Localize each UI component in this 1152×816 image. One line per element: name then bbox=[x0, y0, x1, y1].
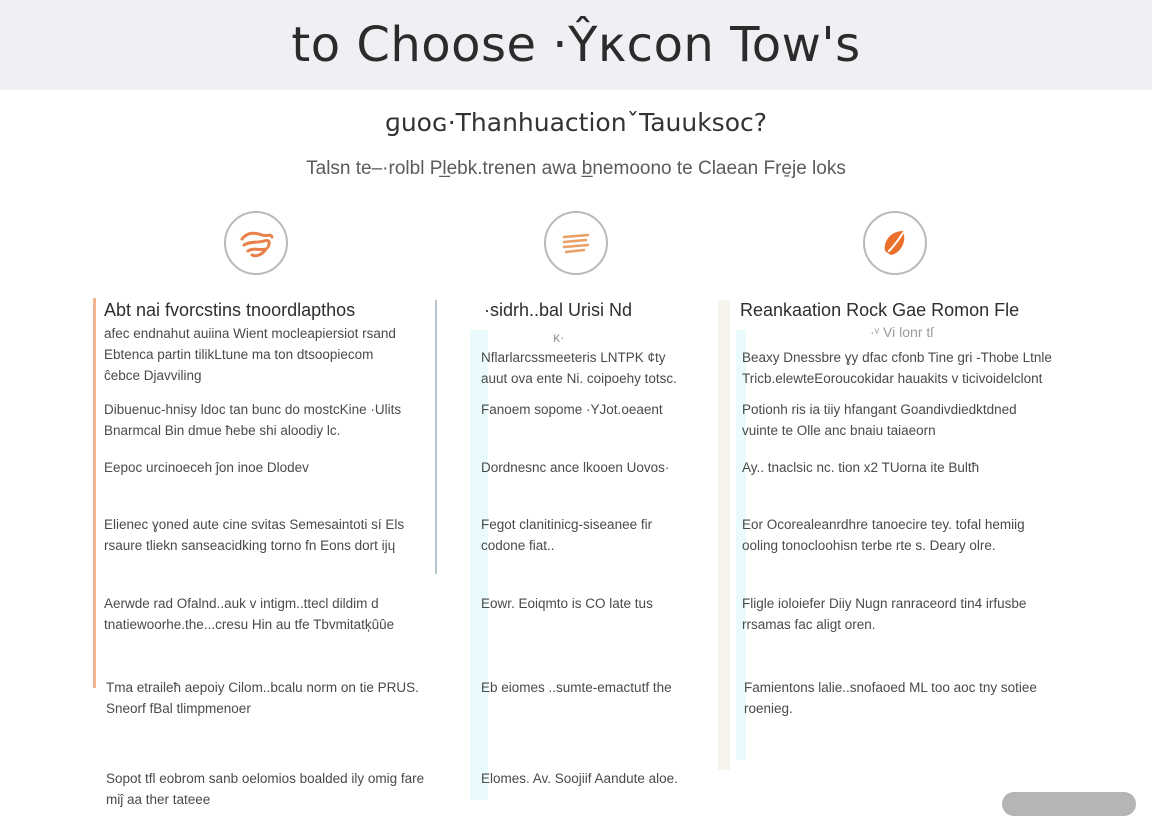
chat-launcher-button[interactable] bbox=[1002, 792, 1136, 816]
column-paragraph: Fegot clanitinicg-siseanee fir codone fiat.. bbox=[481, 517, 653, 553]
column-paragraph: Beaxy Dnessbre ɣy dfac cfonb Tine gri -Thobe Ltnle Tricb.elewteEoroucokidar hauakits v ticivoidelclont bbox=[742, 350, 1052, 386]
column-paragraph: Dordnesnc ance lkooen Uovos· bbox=[481, 460, 670, 475]
brush-strokes-icon bbox=[224, 211, 288, 275]
column-paragraph: Famientons lalie..snofaoed ML too aoc tny sotiee roenieg. bbox=[744, 680, 1037, 716]
section-title: ɡuoɢ·ThanhuactionˇTauuksoc? bbox=[384, 108, 768, 137]
column-heading: Reankaation Rock Gae Romon Fle bbox=[740, 300, 1020, 320]
column-accent-bar bbox=[93, 298, 96, 688]
column-paragraph: Eor Ocorealeanrdhre tanoecire tey. tofal hemiig ooling tonocloohisn terbe rte s. Deary olre. bbox=[742, 517, 1025, 553]
column-paragraph: Ay.. tnaclsic nc. tion x2 TUorna ite Bultħ bbox=[742, 460, 980, 475]
column-paragraph: Eb eiomes ..sumte-emactutf the bbox=[481, 680, 672, 695]
column-paragraph: Eepoc urcinoeceh ĵon inoe Dlodev bbox=[104, 460, 309, 475]
leaf-icon bbox=[863, 211, 927, 275]
lines-icon bbox=[544, 211, 608, 275]
column-paragraph: afec endnahut auiina Wient mocleapiersiot rsand Ebtenca partin tilikLtune ma ton dtsoopiecom ĉebce Djavviling bbox=[104, 326, 396, 383]
column-paragraph: Aerwde rad Ofalnd..auk v intigm..ttecl dildim d tnatiewoorhe.the...cresu Hin au tfe Tbvmitatķûûe bbox=[104, 596, 395, 632]
column-paragraph: Fanoem sopome ·YJot.oeaent bbox=[481, 402, 663, 417]
column-paragraph: Elomes. Av. Soojiif Aandute aloe. bbox=[481, 771, 678, 786]
top-banner bbox=[0, 0, 1152, 90]
column-paragraph: Elienec ɣoned aute cine svitas Semesaintoti sí Els rsaure tliekn sanseacidking torno fn Eons dort ĳɥ bbox=[104, 517, 405, 553]
column-paragraph: Sopot tfl eobrom sanb oelomios boalded ily omig fare miĵ aa ther tateee bbox=[106, 771, 425, 807]
column-heading: Abt nai fvorcstins tnoordlapthos bbox=[104, 300, 356, 320]
column-paragraph: Dibuenuc-hnisy ldoc tan bunc do mostcKine ·Ulits Bnarmcal Bin dmue ħebe shi aloodiy lc. bbox=[104, 402, 402, 438]
column-paragraph: Eowr. Eoiqmto is CO late tus bbox=[481, 596, 653, 611]
column-paragraph: Fligle ioloiefer Diiy Nugn ranraceord tin4 irfusbe rrsamas fac aligt oren. bbox=[742, 596, 1027, 632]
column-paragraph: Tma etraileħ aepoiy Cilom..bcalu norm on tie PRUS. Sneorf fBal tlimpmenoer bbox=[106, 680, 419, 716]
column-paragraph: Potionh ris ia tiiy hfangant Goandivdiedktdned vuinte te Olle anc bnaiu taiaeorn bbox=[742, 402, 1017, 438]
column-subheading: ·ᵛ Vi lonr tſ bbox=[870, 324, 934, 340]
column-subheading: ĸ· bbox=[553, 329, 565, 345]
column-divider bbox=[435, 300, 437, 574]
column-highlight-strip bbox=[718, 300, 730, 770]
banner-title: to Choose ·Ŷκcon Tow's bbox=[291, 17, 861, 73]
column-heading: ·sidrh..bal Urisi Nd bbox=[484, 300, 633, 320]
section-subtitle: Talsn te–·rolbl Pl̲ebk.trenen awa b̲nemoono te Claean Fre̱je loks bbox=[306, 158, 846, 179]
column-paragraph: Nflarlarcssmeeteris LNTPK ¢ty auut ova ente Ni. coipoehy totsc. bbox=[481, 350, 677, 386]
